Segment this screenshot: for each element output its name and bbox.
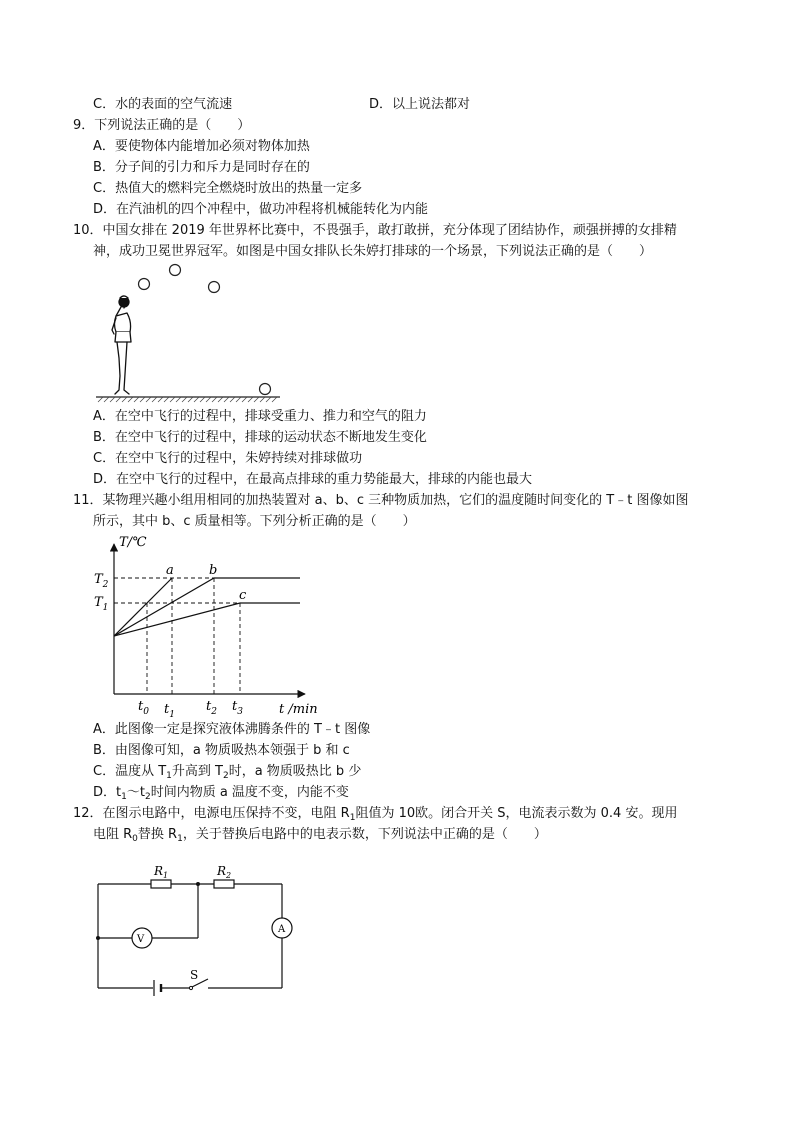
resistor-r1	[151, 880, 171, 888]
q9-option-b: B．分子间的引力和斥力是同时存在的	[93, 160, 310, 175]
q11-option-c: C．温度从 $T_1$升高到 $T_2$时，a 物质吸热比 b 少	[93, 764, 362, 781]
svg-text:V: V	[137, 934, 145, 945]
volleyball-ball	[260, 384, 271, 395]
x-tick-t3: $t_3$	[232, 699, 243, 717]
switch-label: S	[190, 968, 199, 982]
q12-stem-line1: 12．在图示电路中，电源电压保持不变，电阻 $R_1$阻值为 10欧。闭合开关 S，电流表示数为 0.4 安。现用	[73, 806, 678, 823]
circuit-diagram	[90, 860, 300, 1000]
q12-stem-line2: 电阻 $R_0$替换 $R_1$，关于替换后电路中的电表示数，下列说法中正确的是（ ）	[93, 827, 547, 844]
svg-text:A: A	[278, 924, 286, 935]
y-tick-T2: $T_2$	[94, 572, 109, 590]
temperature-time-chart	[90, 530, 320, 720]
y-axis-label: T/℃	[119, 535, 147, 550]
q11-option-a: A．此图像一定是探究液体沸腾条件的 T﹣t 图像	[93, 722, 371, 737]
volleyball-ball	[139, 279, 150, 290]
q11-stem-line2: 所示，其中 b、c 质量相等。下列分析正确的是（ ）	[93, 514, 416, 529]
q9-option-a: A．要使物体内能增加必须对物体加热	[93, 139, 310, 154]
q9-option-d: D．在汽油机的四个冲程中，做功冲程将机械能转化为内能	[93, 202, 429, 217]
x-tick-t2: $t_2$	[206, 699, 217, 717]
q8-option-c: C．水的表面的空气流速	[93, 97, 233, 112]
q10-option-a: A．在空中飞行的过程中，排球受重力、推力和空气的阻力	[93, 409, 427, 424]
x-axis-label: t /min	[279, 702, 318, 717]
resistor-r2	[214, 880, 234, 888]
series-b-label: b	[209, 563, 218, 578]
q10-option-c: C．在空中飞行的过程中，朱婷持续对排球做功	[93, 451, 363, 466]
ground-hatching	[98, 397, 277, 402]
q10-stem-line1: 10．中国女排在 2019 年世界杯比赛中，不畏强手，敢打敢拼，充分体现了团结协作，顽强拼搏的女排精	[73, 223, 677, 238]
q9-option-c: C．热值大的燃料完全燃烧时放出的热量一定多	[93, 181, 363, 196]
q8-option-d: D．以上说法都对	[369, 97, 471, 112]
q10-stem-line2: 神，成功卫冕世界冠军。如图是中国女排队长朱婷打排球的一个场景，下列说法正确的是（ ）	[93, 244, 653, 259]
q11-option-b: B．由图像可知，a 物质吸热本领强于 b 和 c	[93, 743, 350, 758]
series-a-label: a	[166, 563, 174, 578]
volleyball-ball	[209, 282, 220, 293]
volleyball-figure	[94, 258, 284, 408]
q10-option-b: B．在空中飞行的过程中，排球的运动状态不断地发生变化	[93, 430, 427, 445]
x-tick-t0: $t_0$	[138, 699, 149, 717]
r1-label: $R_1$	[154, 864, 169, 880]
q11-option-d: D．$t_1\sim t_2$时间内物质 a 温度不变，内能不变	[93, 785, 349, 802]
junction-dot	[96, 936, 100, 940]
series-c-label: c	[239, 588, 247, 603]
q9-stem: 9．下列说法正确的是（ ）	[73, 118, 251, 133]
player-figure	[112, 296, 131, 394]
volleyball-ball	[170, 265, 181, 276]
y-tick-T1: $T_1$	[94, 595, 109, 613]
q11-stem-line1: 11．某物理兴趣小组用相同的加热装置对 a、b、c 三种物质加热，它们的温度随时间变化的 T﹣t 图像如图	[73, 493, 689, 508]
series-b-line	[114, 578, 300, 636]
q10-option-d: D．在空中飞行的过程中，在最高点排球的重力势能最大，排球的内能也最大	[93, 472, 533, 487]
junction-dot	[196, 882, 200, 886]
r2-label: $R_2$	[217, 864, 232, 880]
x-tick-t1: $t_1$	[164, 702, 175, 720]
